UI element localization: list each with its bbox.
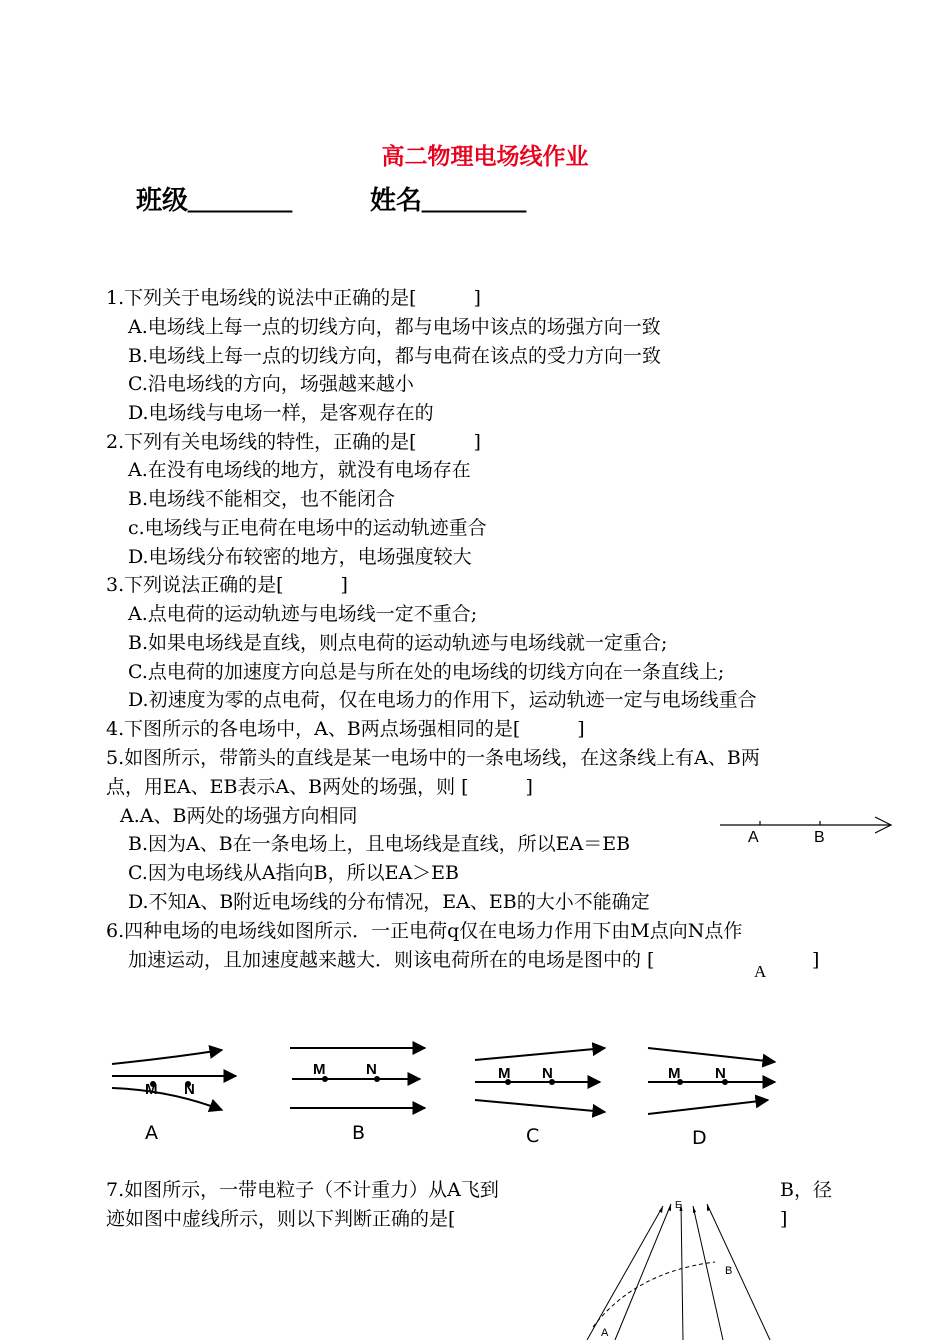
svg-text:M: M <box>145 1081 158 1098</box>
question-5-option-c: C.因为电场线从A指向B，所以EA＞EB <box>128 862 460 884</box>
question-6-answer: A <box>754 962 767 981</box>
question-7-bracket-close: ] <box>780 1208 788 1230</box>
question-2-option-c: c.电场线与正电荷在电场中的运动轨迹重合 <box>128 517 487 539</box>
name-field: 姓名＿＿＿＿ <box>370 186 527 216</box>
question-2-option-d: D.电场线分布较密的地方，电场强度较大 <box>128 546 472 568</box>
question-2-stem: 2.下列有关电场线的特性，正确的是[ ] <box>106 431 481 453</box>
question-5-stem-line-2: 点，用EA、EB表示A、B两处的场强，则 [ ] <box>106 776 533 798</box>
q7-trajectory <box>593 1262 715 1327</box>
question-3-option-c: C.点电荷的加速度方向总是与所在处的电场线的切线方向在一条直线上; <box>128 661 725 683</box>
class-field: 班级＿＿＿＿ <box>136 186 293 216</box>
svg-text:N: N <box>542 1065 553 1082</box>
question-5-stem-line-1: 5.如图所示，带箭头的直线是某一电场中的一条电场线，在这条线上有A、B两 <box>106 747 760 769</box>
question-1-option-a: A.电场线上每一点的切线方向，都与电场中该点的场强方向一致 <box>128 316 661 338</box>
q7-field-lines <box>587 1204 770 1340</box>
question-1-option-b: B.电场线上每一点的切线方向，都与电荷在该点的受力方向一致 <box>128 345 662 367</box>
question-7-stem-part-2: B，径 <box>780 1179 832 1201</box>
question-1-stem: 1.下列关于电场线的说法中正确的是[ ] <box>106 287 481 309</box>
svg-text:N: N <box>184 1081 195 1098</box>
q6-label-a: A <box>145 1122 158 1144</box>
q6-figure-b <box>290 1048 425 1108</box>
question-7-stem-line-2: 迹如图中虚线所示，则以下判断正确的是[ <box>106 1208 456 1230</box>
q5-point-a: A <box>748 829 759 846</box>
svg-text:M: M <box>498 1065 511 1082</box>
question-5-option-a: A.A、B两处的场强方向相同 <box>120 805 358 827</box>
question-1-option-c: C.沿电场线的方向，场强越来越小 <box>128 373 414 395</box>
q6-figure-d <box>648 1048 775 1114</box>
page-title: 高二物理电场线作业 <box>381 144 589 170</box>
svg-text:M: M <box>668 1065 681 1082</box>
question-7-stem-part-1: 7.如图所示，一带电粒子（不计重力）从A飞到 <box>106 1179 499 1201</box>
q5-field-line-figure <box>715 812 895 848</box>
q5-point-b: B <box>814 829 825 846</box>
question-2-option-b: B.电场线不能相交，也不能闭合 <box>128 488 396 510</box>
question-6-stem-line-2: 加速运动，且加速度越来越大．则该电荷所在的电场是图中的 [ <box>128 949 655 971</box>
question-5-option-d: D.不知A、B附近电场线的分布情况，EA、EB的大小不能确定 <box>128 891 650 913</box>
q6-label-c: C <box>526 1125 540 1147</box>
question-3-stem: 3.下列说法正确的是[ ] <box>106 574 348 596</box>
question-6-bracket-close: ] <box>812 949 820 971</box>
svg-text:N: N <box>715 1065 726 1082</box>
q7-field-figure <box>575 1192 788 1342</box>
q6-figure-a <box>112 1050 236 1110</box>
q7-point-e: E <box>675 1200 682 1211</box>
question-3-option-d: D.初速度为零的点电荷，仅在电场力的作用下，运动轨迹一定与电场线重合 <box>128 689 757 711</box>
q6-label-d: D <box>692 1127 707 1149</box>
question-2-option-a: A.在没有电场线的地方，就没有电场存在 <box>128 459 471 481</box>
question-3-option-b: B.如果电场线是直线，则点电荷的运动轨迹与电场线就一定重合; <box>128 632 668 654</box>
q6-label-b: B <box>352 1122 366 1144</box>
question-6-stem-line-1: 6.四种电场的电场线如图所示．一正电荷q仅在电场力作用下由M点向N点作 <box>106 920 743 942</box>
q7-point-a: A <box>601 1327 609 1339</box>
question-1-option-d: D.电场线与电场一样，是客观存在的 <box>128 402 434 424</box>
q7-point-b: B <box>725 1265 733 1277</box>
q6-figure-c <box>475 1048 605 1112</box>
question-5-option-b: B.因为A、B在一条电场上，且电场线是直线，所以EA＝EB <box>128 833 631 855</box>
svg-text:N: N <box>366 1061 377 1078</box>
question-3-option-a: A.点电荷的运动轨迹与电场线一定不重合; <box>128 603 478 625</box>
svg-text:M: M <box>313 1061 326 1078</box>
question-4-stem: 4.下图所示的各电场中，A、B两点场强相同的是[ ] <box>106 718 585 740</box>
